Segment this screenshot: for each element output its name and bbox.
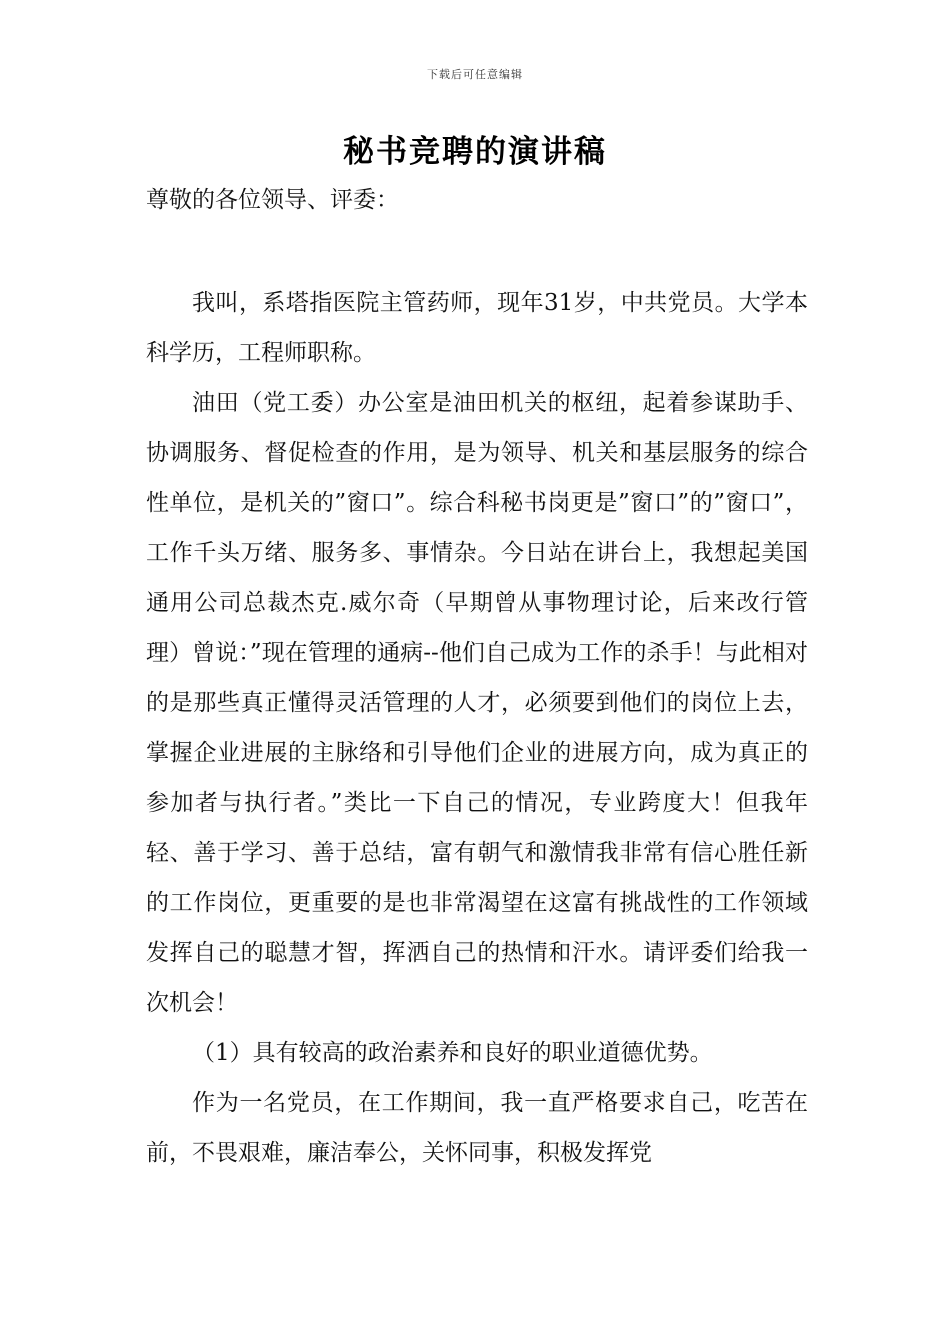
salutation: 尊敬的各位领导、评委： bbox=[146, 187, 399, 213]
paragraph-office-role: 油田（党工委）办公室是油田机关的枢纽，起着参谋助手、协调服务、督促检查的作用，是为领导、机关和基层服务的综合性单位，是机关的”窗口”。综合科秘书岗更是”窗口”的”窗口”，工作千头万绪、服务多、事情杂。今日站在讲台上，我想起美国通用公司总裁杰克.威尔奇（早期曾从事物理讨论，后来改行管理）曾说：”现在管理的通病--他们自己成为工作的杀手！与此相对的是那些真正懂得灵活管理的人才，必须要到他们的岗位上去，掌握企业进展的主脉络和引导他们企业的进展方向，成为真正的参加者与执行者。”类比一下自己的情况，专业跨度大！但我年轻、善于学习、善于总结，富有朝气和激情我非常有信心胜任新的工作岗位，更重要的是也非常渴望在这富有挑战性的工作领域发挥自己的聪慧才智，挥洒自己的热情和汗水。请评委们给我一次机会！ bbox=[146, 390, 808, 1016]
body-text bbox=[146, 278, 808, 1178]
paragraph-party-member: 作为一名党员，在工作期间，我一直严格要求自己，吃苦在前，不畏艰难，廉洁奉公，关怀同事，积极发挥党 bbox=[146, 1090, 808, 1166]
header-note: 下载后可任意编辑 bbox=[427, 68, 523, 81]
paragraph-point-1: （1）具有较高的政治素养和良好的职业道德优势。 bbox=[192, 1040, 713, 1066]
document-title: 秘书竞聘的演讲稿 bbox=[343, 134, 607, 170]
paragraph-introduction: 我叫，系塔指医院主管药师，现年31岁，中共党员。大学本科学历，工程师职称。 bbox=[146, 290, 808, 366]
